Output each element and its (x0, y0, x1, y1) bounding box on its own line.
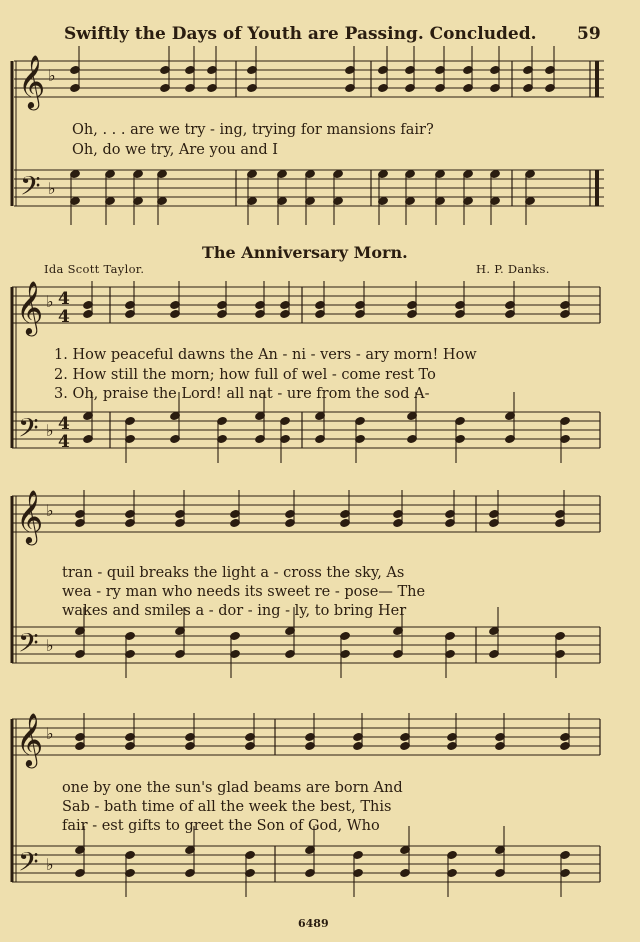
lyric-s1-v3: 3. Oh, praise the Lord! all nat - ure from the sod A- (54, 386, 430, 402)
sys1-bass-time: 4 (58, 414, 70, 434)
lyric-s2-v1: tran - quil breaks the light a - cross the sky, As (62, 565, 405, 581)
tail-bass-flat: ♭ (48, 179, 56, 198)
tail-lyric-line-2: Oh, do we try, Are you and I (72, 142, 278, 158)
sys3-treble-clef: 𝄞 (16, 712, 44, 766)
lyric-s1-v2: 2. How still the morn; how full of wel - come rest To (54, 367, 436, 383)
tail-treble-flat: ♭ (48, 66, 56, 85)
lyric-s3-v3: fair - est gifts to greet the Son of God, Who (62, 818, 380, 834)
tail-lyric-line-1: Oh, . . . are we try - ing, trying for mansions fair? (72, 122, 434, 138)
running-title: Swiftly the Days of Youth are Passing. Concluded. (64, 24, 537, 44)
sys2-bass-flat: ♭ (46, 636, 54, 655)
lyric-s3-v2: Sab - bath time of all the week the best, This (62, 799, 392, 815)
sys1-bass-time: 4 (58, 432, 70, 452)
hymn-title: The Anniversary Morn. (202, 243, 408, 262)
sys3-treble-flat: ♭ (46, 724, 54, 743)
plate-number: 6489 (298, 917, 329, 930)
sys1-treble-clef: 𝄞 (16, 280, 44, 334)
sys2-treble-clef: 𝄞 (16, 489, 44, 543)
lyric-s3-v1: one by one the sun's glad beams are born And (62, 780, 403, 796)
lyric-s2-v2: wea - ry man who needs its sweet re - pose— The (62, 584, 426, 600)
page-number: 59 (577, 24, 601, 44)
sys1-treble-time: 4 (58, 307, 70, 327)
lyric-s1-v1: 1. How peaceful dawns the An - ni - vers - ary morn! How (54, 347, 477, 363)
composer-credit: H. P. Danks. (476, 262, 550, 276)
sys1-bass-clef: 𝄢 (18, 412, 39, 450)
sys1-bass-flat: ♭ (46, 421, 54, 440)
sys1-treble-flat: ♭ (46, 292, 54, 311)
author-credit: Ida Scott Taylor. (44, 262, 145, 276)
lyric-s2-v3: wakes and smiles a - dor - ing - ly, to bring Her (62, 603, 407, 619)
sys3-bass-clef: 𝄢 (18, 846, 39, 884)
tail-bass-clef: 𝄢 (20, 170, 41, 208)
sys2-treble-flat: ♭ (46, 501, 54, 520)
tail-treble-clef: 𝄞 (18, 54, 46, 108)
sys2-bass-clef: 𝄢 (18, 627, 39, 665)
sys1-treble-time: 4 (58, 289, 70, 309)
sys3-bass-flat: ♭ (46, 855, 54, 874)
